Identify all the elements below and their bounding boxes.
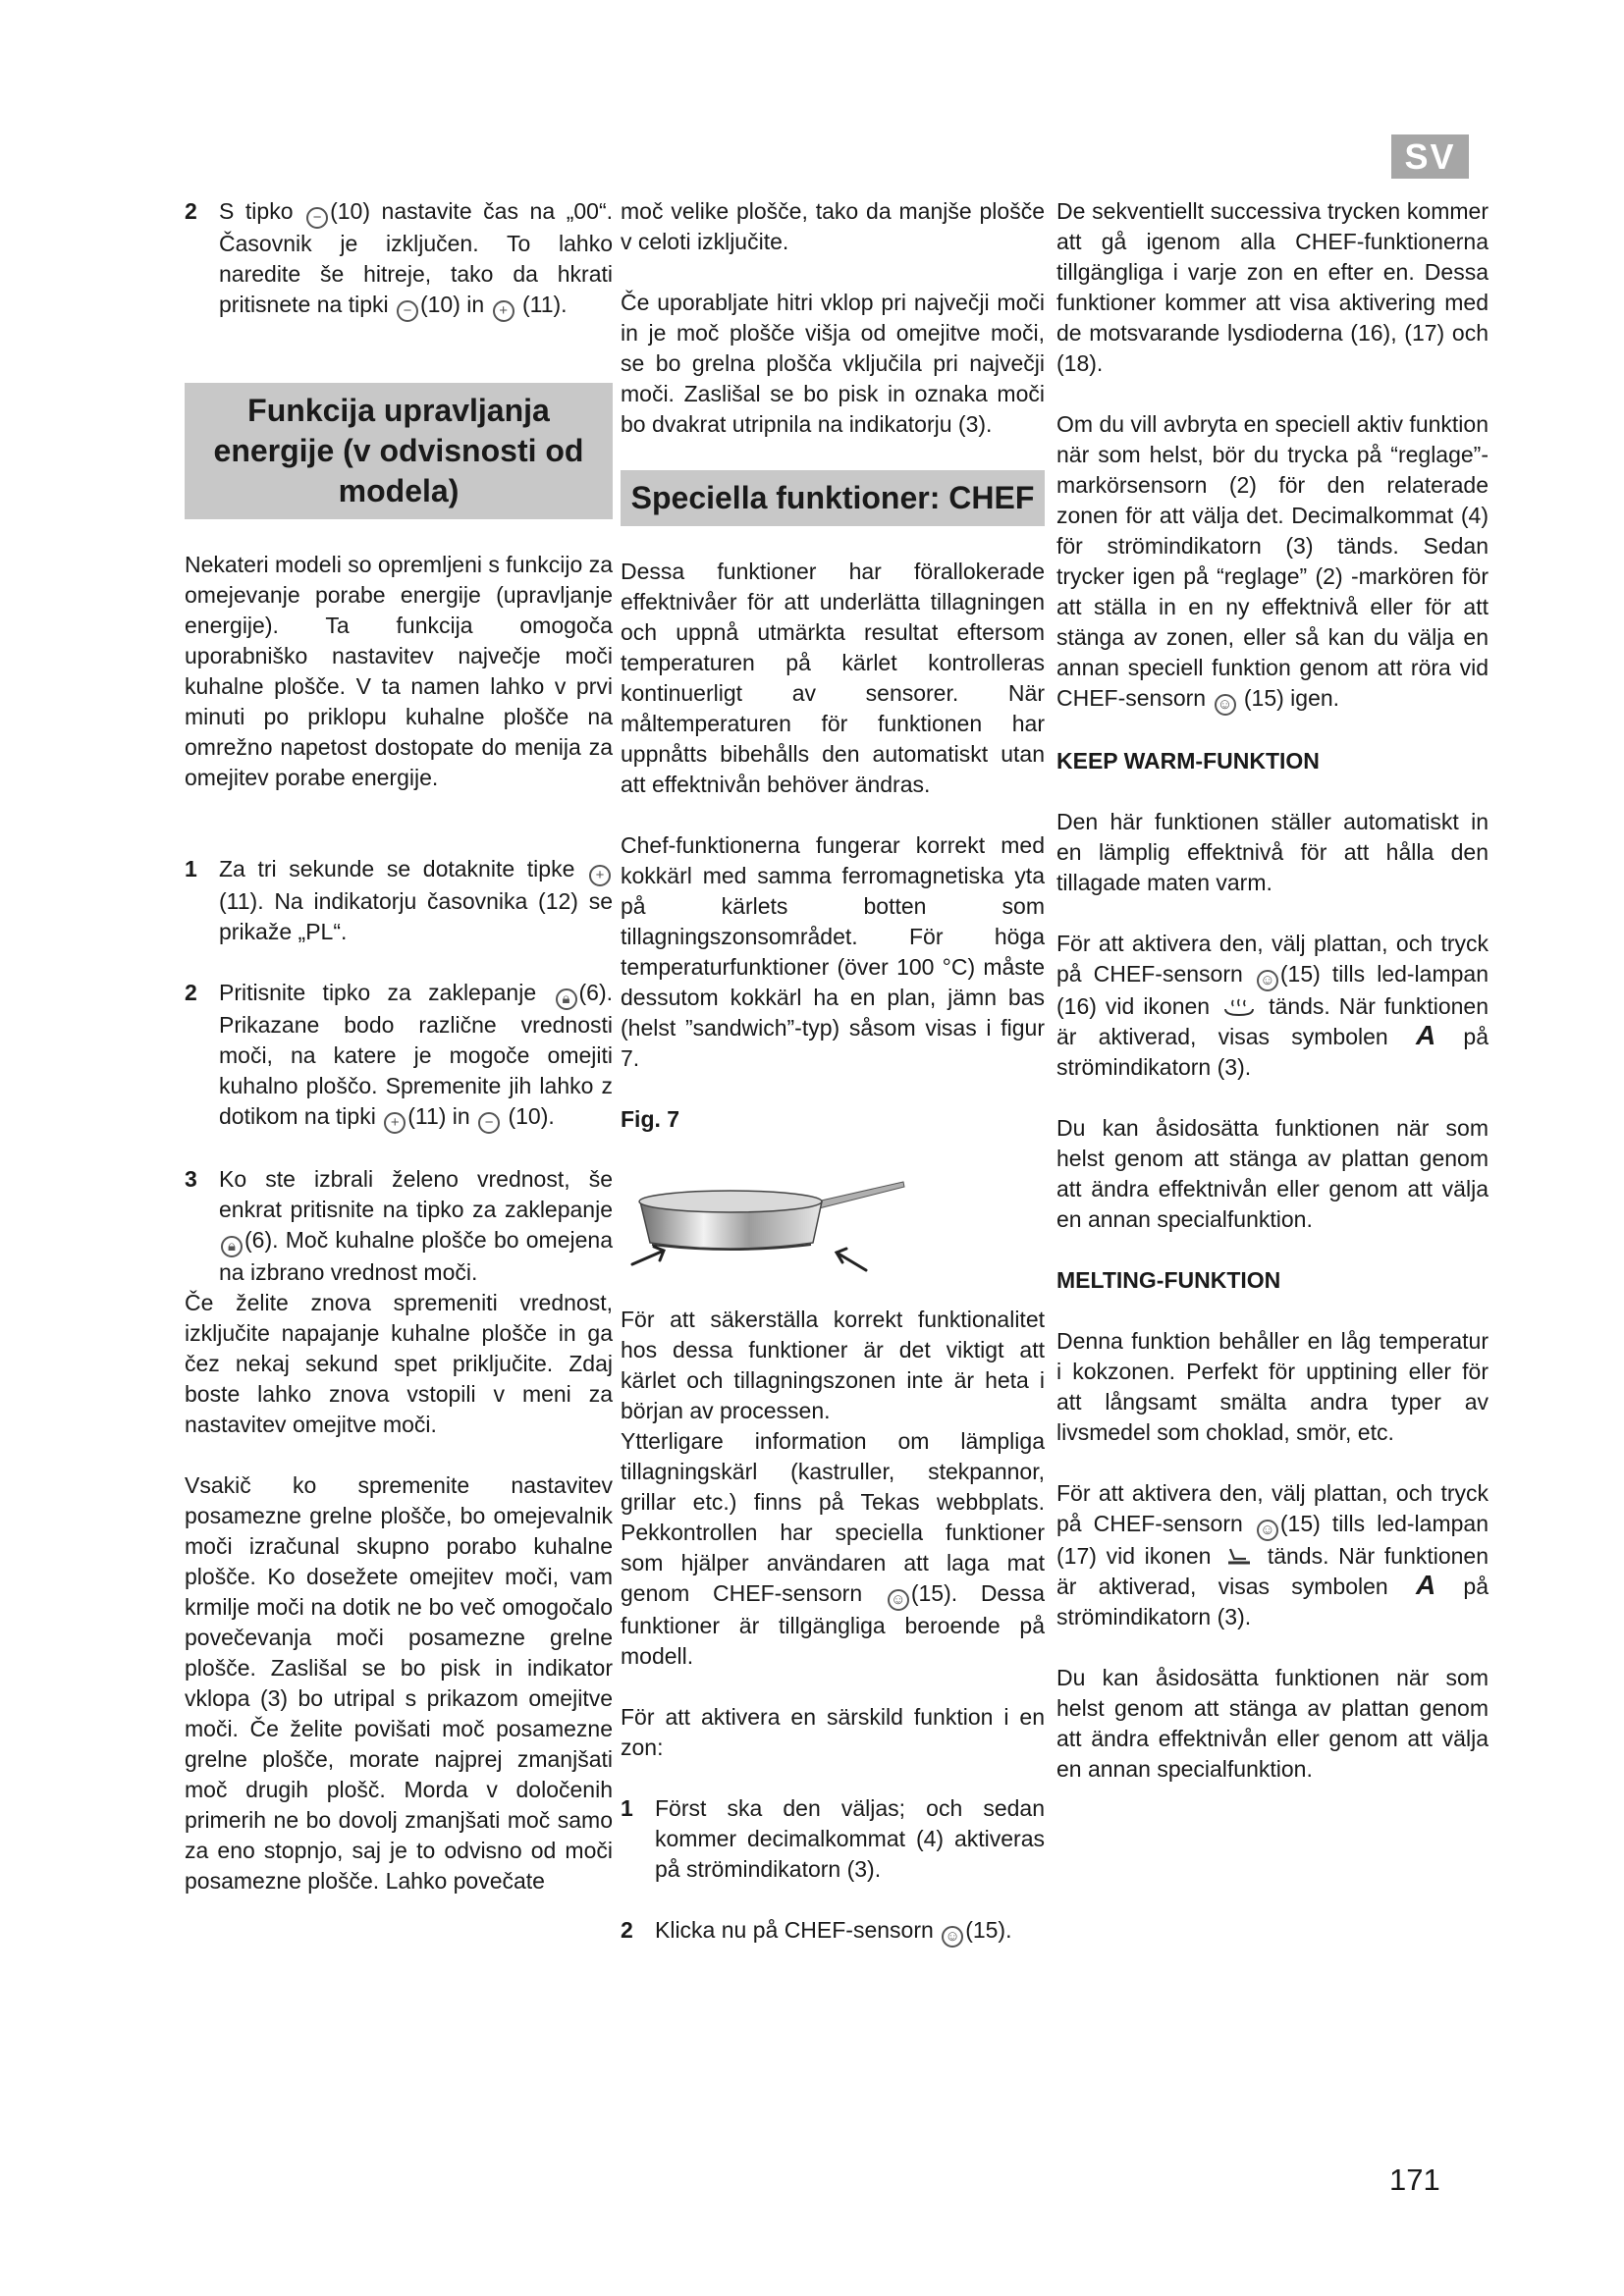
paragraph: Če želite znova spremeniti vrednost, izključite napajanje kuhalne plošče in ga čez nekaj sekund spet priključite. Zdaj boste lahko znova vstopili v meni za nastavitev omejitve moči. — [185, 1290, 613, 1437]
paragraph: moč velike plošče, tako da manjše plošče v celoti izključite. — [621, 198, 1045, 254]
chef-sensor-icon: ☺ — [888, 1589, 909, 1611]
paragraph: De sekventiellt successiva trycken kommer att gå igenom alla CHEF-funktionerna tillgängliga i varje zon en efter en. Dessa funktioner kommer att visa aktivering med de motsvarande lysdioderna (16), (17) och (18). — [1056, 198, 1489, 376]
paragraph: Du kan åsidosätta funktionen när som helst genom att stänga av plattan genom att ändra effektnivån eller genom att välja en annan specialfunktion. — [1056, 1115, 1489, 1232]
lock-key-icon: 🔒︎ — [221, 1236, 243, 1257]
paragraph: Ytterligare information om lämpliga tillagningskärl (kastruller, stekpannor, grillar etc.) finns på Tekas webbplats. Pekkontrollen har speciella funktioner som hjälper användaren att laga mat genom CHEF-sensorn ☺ (15). Dessa funktioner är tillgängliga beroende på modell. — [621, 1428, 1046, 1669]
language-badge: SV — [1391, 134, 1469, 179]
paragraph: Dessa funktioner har förallokerade effektnivåer för att underlätta tillagningen och uppnå utmärkta resultat eftersom temperaturen på kärlet kontrolleras kontinuerligt av sensorer. När måltemperaturen för funktionen har uppnåtts bibehålls den automatiskt utan att effektnivån behöver ändras. — [621, 559, 1045, 797]
step-number: 2 — [185, 198, 197, 224]
section-heading-chef: Speciella funktioner: CHEF — [621, 470, 1045, 526]
paragraph: För att aktivera den, välj plattan, och tryck på CHEF-sensorn ☺ (15) tills led-lampan (16) vid ikonen tänds. När funktionen är aktiverad, visas symbolen A på strömindikatorn (3). — [1056, 931, 1489, 1080]
minus-key-icon: − — [478, 1112, 500, 1134]
step-1: 1 Za tri sekunde se dotaknite tipke + (11). Na indikatorju časovnika (12) se prikaže „PL“. — [185, 856, 613, 944]
step-3: 3 Ko ste izbrali želeno vrednost, še enkrat pritisnite na tipko za zaklepanje 🔒︎ (6). Moč kuhalne plošče bo omejena na izbrano vrednost moči. — [185, 1166, 613, 1285]
step-number: 2 — [185, 980, 197, 1005]
column-1 — [185, 196, 613, 1896]
paragraph: För att säkerställa korrekt funktionalitet hos dessa funktioner är det viktigt att kärlet och tillagningszonen inte är heta i början av processen. — [621, 1307, 1045, 1423]
plus-key-icon: + — [493, 300, 514, 322]
minus-key-icon: − — [306, 207, 328, 229]
step-1: 1 Först ska den väljas; och sedan kommer decimalkommat (4) aktiveras på strömindikatorn (3). — [621, 1795, 1045, 1882]
frying-pan-figure — [621, 1154, 915, 1277]
melting-heading: MELTING-FUNKTION — [1056, 1267, 1281, 1293]
paragraph: Vsakič ko spremenite nastavitev posamezne grelne plošče, bo omejevalnik moči izračunal skupno porabo kuhalne plošče. Ko dosežete omejitev moči, vam krmilje moči na dotik ne bo več omogočalo povečevanja moči posamezne grelne plošče. Zaslišal se bo pisk in indikator vklopa (3) bo utripal s prikazom omejitve moči. Če želite povišati moč posamezne grelne plošče, morate najprej zmanjšati moč drugih plošč. Morda v določenih primerih ne bo dovolj zmanjšati moč samo za eno stopnjo, saj je to odvisno od moči posamezne plošče. Lahko povečate — [185, 1472, 613, 1894]
lock-key-icon: 🔒︎ — [556, 988, 577, 1010]
column-3 — [1056, 196, 1489, 1785]
paragraph: Du kan åsidosätta funktionen när som helst genom att stänga av plattan genom att ändra effektnivån eller genom att välja en annan specialfunktion. — [1056, 1665, 1489, 1782]
chef-sensor-icon: ☺ — [1257, 1520, 1278, 1541]
chef-sensor-icon: ☺ — [1257, 970, 1278, 991]
paragraph: Den här funktionen ställer automatiskt in en lämplig effektnivå för att hålla den tillagade maten varm. — [1056, 809, 1489, 895]
paragraph: För att aktivera den, välj plattan, och tryck på CHEF-sensorn ☺ (15) tills led-lampan (17) vid ikonen tänds. När funktionen är aktiverad, visas symbolen A på strömindikatorn (3). — [1056, 1480, 1489, 1629]
figure-label: Fig. 7 — [621, 1106, 680, 1132]
step-2-timer: 2 S tipko − (10) nastavite čas na „00“. Časovnik je izključen. To lahko naredite še hitreje, tako da hkrati pritisnete na tipki − (10) in + (11). — [185, 196, 613, 322]
section-heading-energy: Funkcija upravljanja energije (v odvisnosti od modela) — [185, 383, 613, 519]
column-2 — [621, 196, 1045, 1948]
paragraph: Nekateri modeli so opremljeni s funkcijo za omejevanje porabe energije (upravljanje energije). Ta funkcija omogoča uporabniško nastavitev največje moči kuhalne plošče. V ta namen lahko v prvi minuti po priklopu kuhalne plošče na omrežno napetost dostopate do menija za omejitev porabe energije. — [185, 552, 613, 790]
function-symbol-icon: A — [1415, 1020, 1436, 1050]
paragraph: För att aktivera en särskild funktion i en zon: — [621, 1704, 1045, 1760]
step-number: 1 — [621, 1795, 633, 1821]
paragraph: Če uporabljate hitri vklop pri največji moči in je moč plošče višja od omejitve moči, se bo grelna plošča vključila pri največji moči. Zaslišal se bo pisk in oznaka moči bo dvakrat utripnila na indikatorju (3). — [621, 290, 1045, 437]
minus-key-icon: − — [397, 300, 418, 322]
melting-icon — [1224, 1545, 1254, 1567]
paragraph: Chef-funktionerna fungerar korrekt med kokkärl med samma ferromagnetiska yta på kärlets botten som tillagningszonsområdet. För höga temperaturfunktioner (över 100 °C) måste dessutom kokkärl ha en plan, jämn bas (helst ”sandwich”-typ) såsom visas i figur 7. — [621, 832, 1045, 1071]
chef-sensor-icon: ☺ — [1215, 694, 1236, 716]
step-number: 1 — [185, 856, 197, 881]
step-number: 3 — [185, 1166, 197, 1192]
step-number: 2 — [621, 1917, 633, 1943]
keep-warm-heading: KEEP WARM-FUNKTION — [1056, 748, 1320, 774]
plus-key-icon: + — [589, 865, 611, 886]
page-number: 171 — [1389, 2163, 1440, 2197]
function-symbol-icon: A — [1415, 1570, 1436, 1600]
paragraph: Denna funktion behåller en låg temperatur i kokzonen. Perfekt för upptining eller för att långsamt smälta andra typer av livsmedel som choklad, smör, etc. — [1056, 1328, 1489, 1445]
paragraph: Om du vill avbryta en speciell aktiv funktion när som helst, bör du trycka på “reglage”-markörsensorn (2) för den relaterade zonen för att välja det. Decimalkommat (4) för strömindikatorn (3) tänds. Sedan trycker igen på “reglage” (2) -markören för att ställa in en ny effektnivå eller för att stänga av zonen, eller så kan du välja en annan speciell funktion genom att röra vid CHEF-sensorn ☺ (15) igen. — [1056, 409, 1489, 716]
chef-sensor-icon: ☺ — [942, 1926, 963, 1948]
step-2: 2 Pritisnite tipko za zaklepanje 🔒︎ (6). Prikazane bodo različne vrednosti moči, na katere je mogoče omejiti kuhalno ploščo. Spremenite jih lahko z dotikom na tipki + (11) in − (10). — [185, 978, 613, 1134]
keep-warm-icon — [1222, 997, 1256, 1017]
step-2: 2 Klicka nu på CHEF-sensorn ☺ (15). — [621, 1915, 1045, 1948]
plus-key-icon: + — [384, 1112, 406, 1134]
